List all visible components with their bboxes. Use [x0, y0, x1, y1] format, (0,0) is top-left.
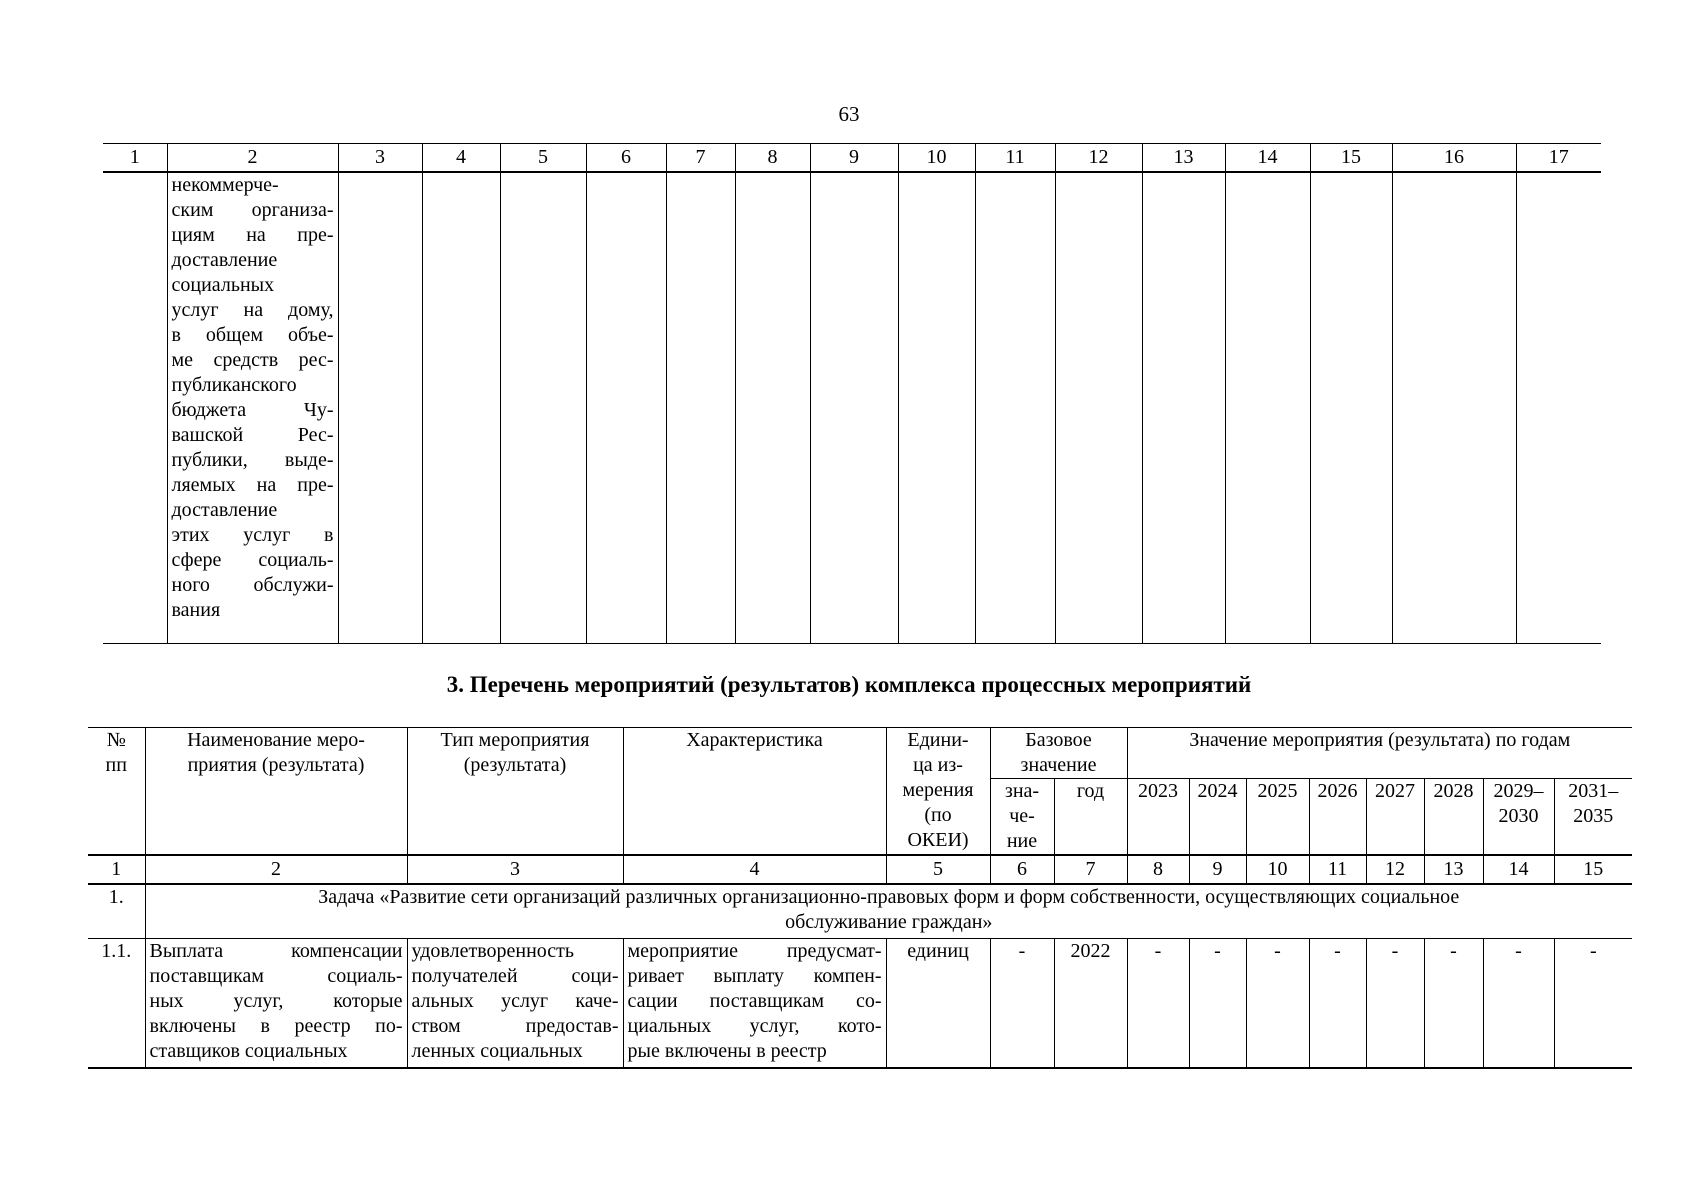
activity-characteristic: [623, 938, 886, 1068]
table1-body-row: [103, 172, 1601, 644]
text-line: 2023: [1138, 780, 1178, 802]
column-number: 5: [886, 855, 990, 884]
activity-name: [145, 938, 407, 1068]
header-year: [1246, 779, 1309, 856]
table1-cell: [898, 172, 975, 644]
text-line: (по: [924, 804, 952, 826]
task-row: [88, 884, 1632, 938]
text-line: №: [106, 729, 126, 751]
text-line: значение: [1020, 754, 1097, 776]
header-year: [1366, 779, 1424, 856]
text-line: 2027: [1375, 780, 1415, 802]
activity-row: [88, 938, 1632, 1068]
table1-header-cell: 6: [586, 144, 666, 173]
text-line: ОКЕИ): [907, 829, 969, 851]
table1-header-cell: 17: [1516, 144, 1601, 173]
text-line: поставщикам социаль-: [149, 964, 403, 987]
text-line: приятия (результата): [187, 754, 365, 776]
activity-year-value: -: [1246, 938, 1309, 1068]
column-number: 13: [1424, 855, 1483, 884]
table1-header-cell: 5: [500, 144, 586, 173]
text-line: рые включены в реестр: [627, 1039, 827, 1062]
table1-header-cell: 16: [1392, 144, 1516, 173]
table1-header-row: [103, 144, 1601, 173]
column-number: 6: [990, 855, 1054, 884]
activity-year-value: -: [1554, 938, 1632, 1068]
text-line: публики, выде-: [171, 449, 334, 471]
table1-cell: [338, 172, 422, 644]
table1-header-cell: 1: [103, 144, 167, 173]
header-year: [1127, 779, 1189, 856]
text-line: 2024: [1197, 780, 1238, 802]
text-line: Едини-: [907, 729, 969, 751]
text-line: 2028: [1433, 780, 1474, 802]
indicator-name-cell: [167, 172, 338, 644]
text-line: 2029–: [1493, 780, 1544, 802]
text-line: этих услуг в: [171, 524, 334, 546]
text-line: че-: [1009, 805, 1035, 827]
text-line: 2030: [1498, 805, 1539, 827]
column-number: 3: [407, 855, 623, 884]
text-line: ме средств рес-: [171, 349, 334, 371]
task-text: [145, 884, 1632, 938]
text-line: мероприятие предусмат-: [627, 939, 882, 962]
text-line: 2035: [1573, 805, 1614, 827]
activity-num: 1.1.: [88, 938, 145, 1068]
header-year: [1189, 779, 1246, 856]
header-num: [88, 728, 145, 856]
table1-cell: [1516, 172, 1601, 644]
table1-header-cell: 15: [1310, 144, 1392, 173]
text-line: удовлетворенность: [411, 939, 575, 962]
text-line: некоммерче-: [171, 174, 279, 196]
table1-header-cell: 13: [1142, 144, 1225, 173]
activity-base-year: 2022: [1054, 938, 1127, 1068]
column-number: 11: [1309, 855, 1366, 884]
table1-cell: [1392, 172, 1516, 644]
text-line: циальных услуг, кото-: [627, 1014, 882, 1037]
continuation-table: [103, 143, 1601, 644]
text-line: социальных: [171, 274, 275, 296]
text-line: услуг на дому,: [171, 299, 334, 321]
table1-header-cell: 3: [338, 144, 422, 173]
text-line: ривает выплату компен-: [627, 964, 882, 987]
header-base-year: год: [1054, 779, 1127, 856]
column-number: 15: [1554, 855, 1632, 884]
table1-header-cell: 8: [735, 144, 810, 173]
table1-cell: [1055, 172, 1142, 644]
header-year: [1483, 779, 1554, 856]
activity-unit: единиц: [886, 938, 990, 1068]
header-year: [1554, 779, 1632, 856]
task-text-line: обслуживание граждан»: [785, 911, 993, 933]
text-line: ским организа-: [171, 199, 334, 221]
text-line: Выплата компенсации: [149, 939, 403, 962]
header-year: [1309, 779, 1366, 856]
column-number: 8: [1127, 855, 1189, 884]
table1-cell: [810, 172, 898, 644]
text-line: Тип мероприятия: [440, 729, 590, 751]
text-line: Наименование меро-: [187, 729, 365, 751]
table1-cell: [735, 172, 810, 644]
table1-header-cell: 2: [167, 144, 338, 173]
column-number: 7: [1054, 855, 1127, 884]
text-line: ных услуг, которые: [149, 989, 403, 1012]
table1-cell: [422, 172, 500, 644]
text-line: доставление: [171, 499, 278, 521]
header-year: [1424, 779, 1483, 856]
text-line: получателей соци-: [411, 964, 619, 987]
column-number: 4: [623, 855, 886, 884]
table1-cell: [103, 172, 167, 644]
table1-header-cell: 4: [422, 144, 500, 173]
text-line: вания: [171, 599, 221, 621]
section-title: 3. Перечень мероприятий (результатов) комплекса процессных мероприятий: [446, 672, 1252, 697]
table1-header-cell: 7: [666, 144, 735, 173]
header-base-value: [990, 779, 1054, 856]
text-line: публиканского: [171, 374, 297, 396]
table1-cell: [586, 172, 666, 644]
column-number: 9: [1189, 855, 1246, 884]
column-numbers-row: [88, 855, 1632, 884]
header-unit: [886, 728, 990, 856]
table2-header-row-1: [88, 728, 1632, 779]
table1-cell: [1142, 172, 1225, 644]
activity-year-value: -: [1189, 938, 1246, 1068]
table1-header-cell: 12: [1055, 144, 1142, 173]
text-line: сфере социаль-: [171, 549, 334, 571]
text-line: доставление: [171, 249, 278, 271]
header-name: [145, 728, 407, 856]
text-line: ца из-: [913, 754, 963, 776]
table1-cell: [1225, 172, 1310, 644]
text-line: пп: [105, 754, 127, 776]
table1-cell: [1310, 172, 1392, 644]
text-line: ляемых на пре-: [171, 474, 334, 496]
activity-year-value: -: [1483, 938, 1554, 1068]
text-line: ством предостав-: [411, 1014, 619, 1037]
table1-cell: [666, 172, 735, 644]
text-line: альных услуг каче-: [411, 989, 619, 1012]
text-line: ние: [1006, 830, 1038, 852]
column-number: 14: [1483, 855, 1554, 884]
activity-type: [407, 938, 623, 1068]
text-line: Базовое: [1025, 729, 1092, 751]
header-base: [990, 728, 1127, 779]
text-line: сации поставщикам со-: [627, 989, 882, 1012]
task-text-line: Задача «Развитие сети организаций различных организационно-правовых форм и форм собственности, осуществляющих социальное: [318, 886, 1460, 908]
text-line: включены в реестр по-: [149, 1014, 403, 1037]
column-number: 2: [145, 855, 407, 884]
text-line: зна-: [1004, 780, 1040, 802]
text-line: 2025: [1257, 780, 1298, 802]
table1-header-cell: 14: [1225, 144, 1310, 173]
column-number: 12: [1366, 855, 1424, 884]
text-line: (результата): [463, 754, 567, 776]
page-number: 63: [838, 102, 860, 126]
activity-year-value: -: [1309, 938, 1366, 1068]
text-line: циям на пре-: [171, 224, 334, 246]
header-values-by-years: Значение мероприятия (результата) по годам: [1127, 728, 1632, 779]
header-characteristic: Характеристика: [623, 728, 886, 856]
column-number: 1: [88, 855, 145, 884]
header-type: [407, 728, 623, 856]
text-line: бюджета Чу-: [171, 399, 334, 421]
activity-year-value: -: [1366, 938, 1424, 1068]
text-line: вашской Рес-: [171, 424, 334, 446]
table1-header-cell: 11: [975, 144, 1055, 173]
text-line: 2026: [1317, 780, 1358, 802]
text-line: ного обслужи-: [171, 574, 334, 596]
text-line: мерения: [902, 779, 974, 801]
table1-header-cell: 9: [810, 144, 898, 173]
column-number: 10: [1246, 855, 1309, 884]
table1-cell: [975, 172, 1055, 644]
text-line: ленных социальных: [411, 1039, 583, 1062]
activity-base-value: -: [990, 938, 1054, 1068]
table1-header-cell: 10: [898, 144, 975, 173]
activities-table: [88, 727, 1632, 1069]
table1-cell: [500, 172, 586, 644]
task-num: 1.: [88, 884, 145, 938]
text-line: в общем объе-: [171, 324, 334, 346]
activity-year-value: -: [1127, 938, 1189, 1068]
text-line: 2031–: [1568, 780, 1619, 802]
text-line: ставщиков социальных: [149, 1039, 348, 1062]
activity-year-value: -: [1424, 938, 1483, 1068]
